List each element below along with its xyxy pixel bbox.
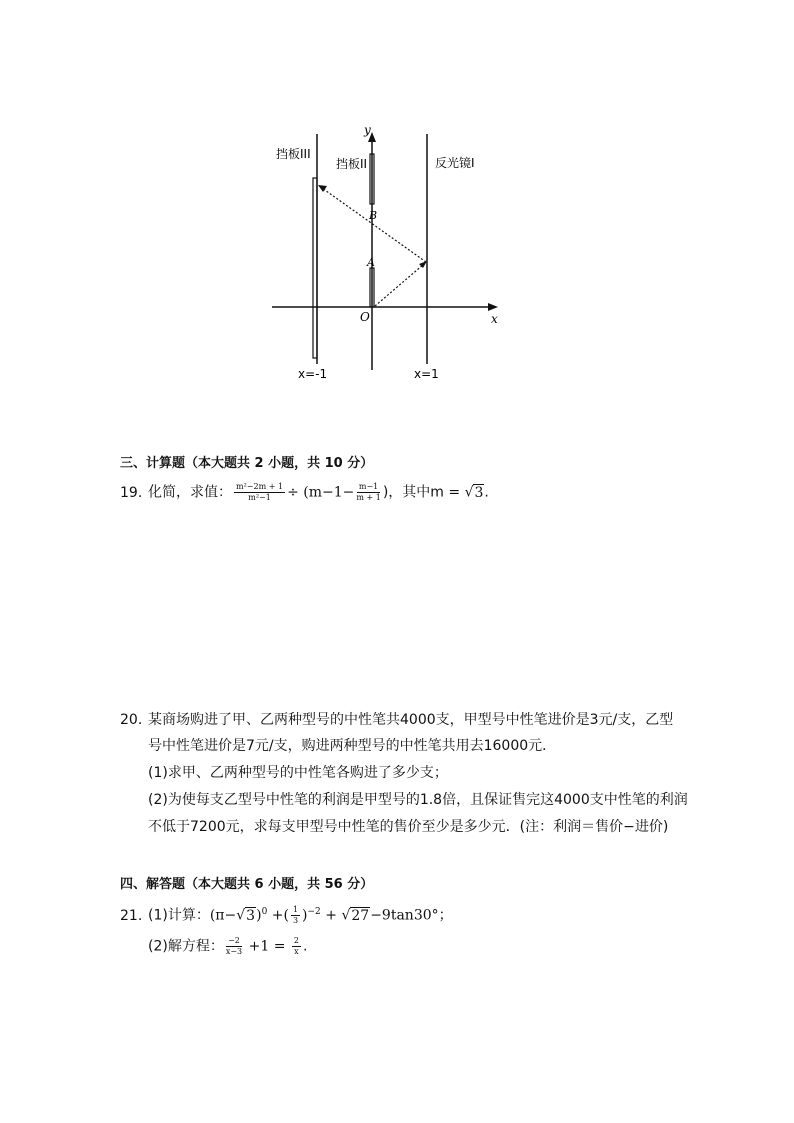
q21-p1-fraction <box>291 905 300 926</box>
q21-p1-sqrt3: 3 <box>246 907 256 924</box>
q21-p2-frac1-num: −2 <box>228 936 240 945</box>
q21-p1-label: (1)计算： <box>148 907 210 924</box>
label-y: y <box>364 123 371 137</box>
q19-tail: )，其中m = <box>382 484 465 501</box>
q21-p1-f: −9tan30°； <box>370 907 453 924</box>
q19-prefix: 化简，求值： <box>148 484 232 501</box>
question-19 <box>120 482 489 503</box>
q19-end: . <box>484 484 489 501</box>
sqrt-symbol: √ <box>464 484 474 501</box>
q21-p1-b: ) <box>256 907 262 924</box>
q21-p2-frac1-den: x−3 <box>225 947 243 956</box>
label-board2: 挡板II <box>336 157 368 171</box>
label-board3: 挡板III <box>276 147 311 161</box>
section-4-title: 四、解答题（本大题共 6 小题，共 56 分） <box>120 877 374 892</box>
question-20-line-1 <box>120 710 673 730</box>
q21-p1-sqrt27: 27 <box>351 907 370 924</box>
q21-p1-frac-den: 3 <box>292 916 299 926</box>
q21-p2-fraction-1 <box>226 936 242 957</box>
q19-mid: ÷ (m−1− <box>287 484 355 501</box>
x-axis-arrow <box>488 303 498 311</box>
label-A: A <box>367 256 375 269</box>
q21-p2-frac2-num: 2 <box>293 936 299 945</box>
q21-p2-label: (2)解方程： <box>148 938 224 955</box>
light-path-figure <box>260 120 520 390</box>
q20-part1: (1)求甲、乙两种型号的中性笔各购进了多少支； <box>148 765 448 781</box>
q21-p1-exp0: 0 <box>261 907 268 917</box>
q21-p1-frac-num: 1 <box>292 905 299 915</box>
q21-p1-a: (π− <box>209 907 237 924</box>
q20-part2b: 不低于7200元，求每支甲型号中性笔的售价至少是多少元．(注：利润＝售价−进价) <box>148 819 669 835</box>
q21-p1-exp2: −2 <box>307 907 321 917</box>
q20-part2a: (2)为使每支乙型号中性笔的利润是甲型号的1.8倍，且保证售完这4000支中性笔的利润 <box>148 792 688 808</box>
q21-p2-end: . <box>302 938 308 955</box>
question-21-number: 21. <box>120 907 143 924</box>
q19-frac2-den: m + 1 <box>356 493 381 502</box>
section-3-title: 三、计算题（本大题共 2 小题，共 10 分） <box>120 456 374 471</box>
q21-p2-fraction-2 <box>292 936 301 957</box>
label-x-minus-1: x=-1 <box>298 367 328 381</box>
sqrt-symbol: √ <box>341 907 351 924</box>
q19-frac1-num: m²−2m + 1 <box>236 482 284 491</box>
question-21-part2 <box>148 936 307 957</box>
q19-fraction-1 <box>234 482 285 503</box>
q21-p2-frac2-den: x <box>294 947 299 956</box>
q20-line2: 号中性笔进价是7元/支，购进两种型号的中性笔共用去16000元． <box>148 738 557 754</box>
q19-fraction-2 <box>356 482 380 503</box>
q21-p2-mid: +1 = <box>244 938 290 955</box>
label-x-1: x=1 <box>414 367 439 381</box>
label-B: B <box>369 209 378 222</box>
label-mirror: 反光镜I <box>435 156 475 170</box>
question-20-number: 20. <box>120 712 143 728</box>
ray-arrow-2 <box>318 185 327 192</box>
q19-frac1-den: m²−1 <box>248 493 271 502</box>
q21-p1-e: + <box>320 907 342 924</box>
question-19-number: 19. <box>120 484 143 501</box>
q21-p1-c: +( <box>267 907 289 924</box>
q20-line1: 某商场购进了甲、乙两种型号的中性笔共4000支，甲型号中性笔进价是3元/支，乙型 <box>148 712 674 728</box>
label-x: x <box>491 312 498 326</box>
light-ray-1 <box>375 264 424 306</box>
question-21-part1 <box>120 902 453 926</box>
q21-p1-d: ) <box>302 907 308 924</box>
q19-sqrt-value: 3 <box>474 484 484 501</box>
sqrt-symbol: √ <box>236 907 246 924</box>
label-O: O <box>360 310 370 324</box>
q19-frac2-num: m−1 <box>358 482 379 491</box>
